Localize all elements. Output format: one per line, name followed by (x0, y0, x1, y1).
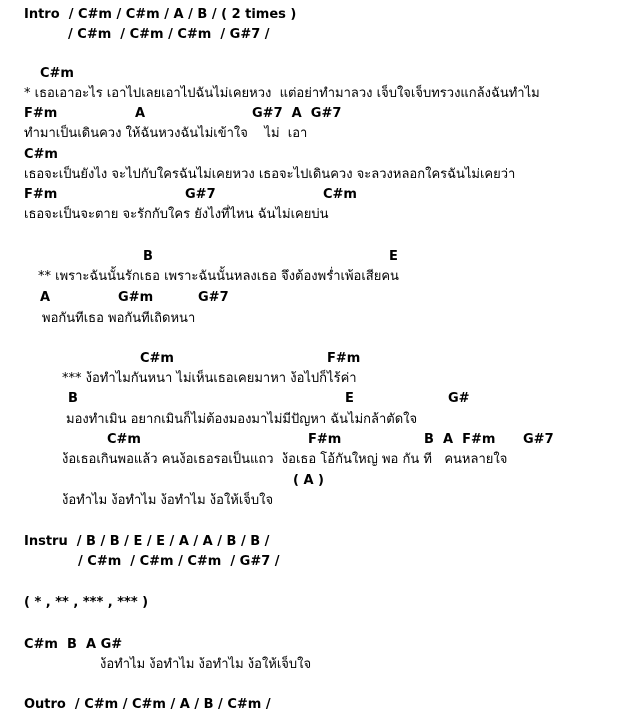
bridge-chord-2a: B (68, 391, 78, 406)
instru-line-2: / C#m / C#m / C#m / G#7 / (78, 554, 280, 569)
verse-chord-4b: G#7 (185, 187, 216, 202)
bridge-chord-3b: F#m (308, 432, 342, 447)
chorus-chord-2a: A (40, 290, 51, 305)
verse-chords-3: C#m (24, 147, 58, 162)
bridge-chord-1b: F#m (327, 351, 361, 366)
bridge-chord-3a: C#m (107, 432, 141, 447)
bridge-chord-3c: B A F#m (424, 432, 496, 447)
chorus-chord-1b: E (389, 249, 398, 264)
bridge-chord-4: ( A ) (293, 473, 324, 488)
bridge-lyric-3: ง้อเธอเกินพอแล้ว คนง้อเธอรอเป็นแถว ง้อเธอ โอ้กันใหญ่ พอ กัน ที คนหลายใจ (62, 452, 508, 467)
repeat-sections: ( * , ** , *** , *** ) (24, 595, 149, 610)
chorus-lyric-2: พอกันทีเธอ พอกันทีเถิดหนา (42, 311, 196, 326)
verse-lyric-3: เธอจะเป็นยังไง จะไปกับใครฉันไม่เคยหวง เธอจะไปเดินควง จะลวงหลอกใครฉันไม่เคยว่า (24, 167, 516, 182)
bridge-chord-2c: G# (448, 391, 470, 406)
verse-chord-4c: C#m (323, 187, 357, 202)
outro-line: Outro / C#m / C#m / A / B / C#m / (24, 697, 271, 712)
verse-chord-2c: G#7 A G#7 (252, 106, 342, 121)
verse-chord-4a: F#m (24, 187, 58, 202)
instru-line-1: Instru / B / B / E / E / A / A / B / B / (24, 534, 270, 549)
chorus-chord-2c: G#7 (198, 290, 229, 305)
intro-line-2: / C#m / C#m / C#m / G#7 / (68, 27, 270, 42)
bridge-chord-2b: E (345, 391, 354, 406)
verse-lyric-1: * เธอเอาอะไร เอาไปเลยเอาไปฉันไม่เคยหวง แต่อย่าทำมาลวง เจ็บใจเจ็บทรวงแกล้งฉันทำไม (24, 86, 540, 101)
ending-chords: C#m B A G# (24, 637, 123, 652)
intro-line-1: Intro / C#m / C#m / A / B / ( 2 times ) (24, 7, 297, 22)
verse-chord-2a: F#m (24, 106, 58, 121)
bridge-lyric-1: *** ง้อทำไมกันหนา ไม่เห็นเธอเคยมาหา ง้อไปก็ไร้ค่า (62, 371, 357, 386)
ending-lyric: ง้อทำไม ง้อทำไม ง้อทำไม ง้อให้เจ็บใจ (100, 657, 312, 672)
chorus-chord-1a: B (143, 249, 153, 264)
verse-chord-2b: A (135, 106, 146, 121)
verse-lyric-2: ทำมาเป็นเดินควง ให้ฉันหวงฉันไม่เข้าใจ ไม่ เอา (24, 126, 308, 141)
bridge-chord-3d: G#7 (523, 432, 554, 447)
bridge-chord-1a: C#m (140, 351, 174, 366)
verse-lyric-4: เธอจะเป็นจะตาย จะรักกับใคร ยังไงที่ไหน ฉันไม่เคยบ่น (24, 207, 329, 222)
chorus-chord-2b: G#m (118, 290, 154, 305)
bridge-lyric-2: มองทำเมิน อยากเมินก็ไม่ต้องมองมาไม่มีปัญหา ฉันไม่กล้าตัดใจ (66, 412, 418, 427)
chorus-lyric-1: ** เพราะฉันนั้นรักเธอ เพราะฉันนั้นหลงเธอ จึงต้องพร่ำเพ้อเสียคน (38, 269, 399, 284)
verse-chords-1: C#m (40, 66, 74, 81)
bridge-lyric-4: ง้อทำไม ง้อทำไม ง้อทำไม ง้อให้เจ็บใจ (62, 493, 274, 508)
